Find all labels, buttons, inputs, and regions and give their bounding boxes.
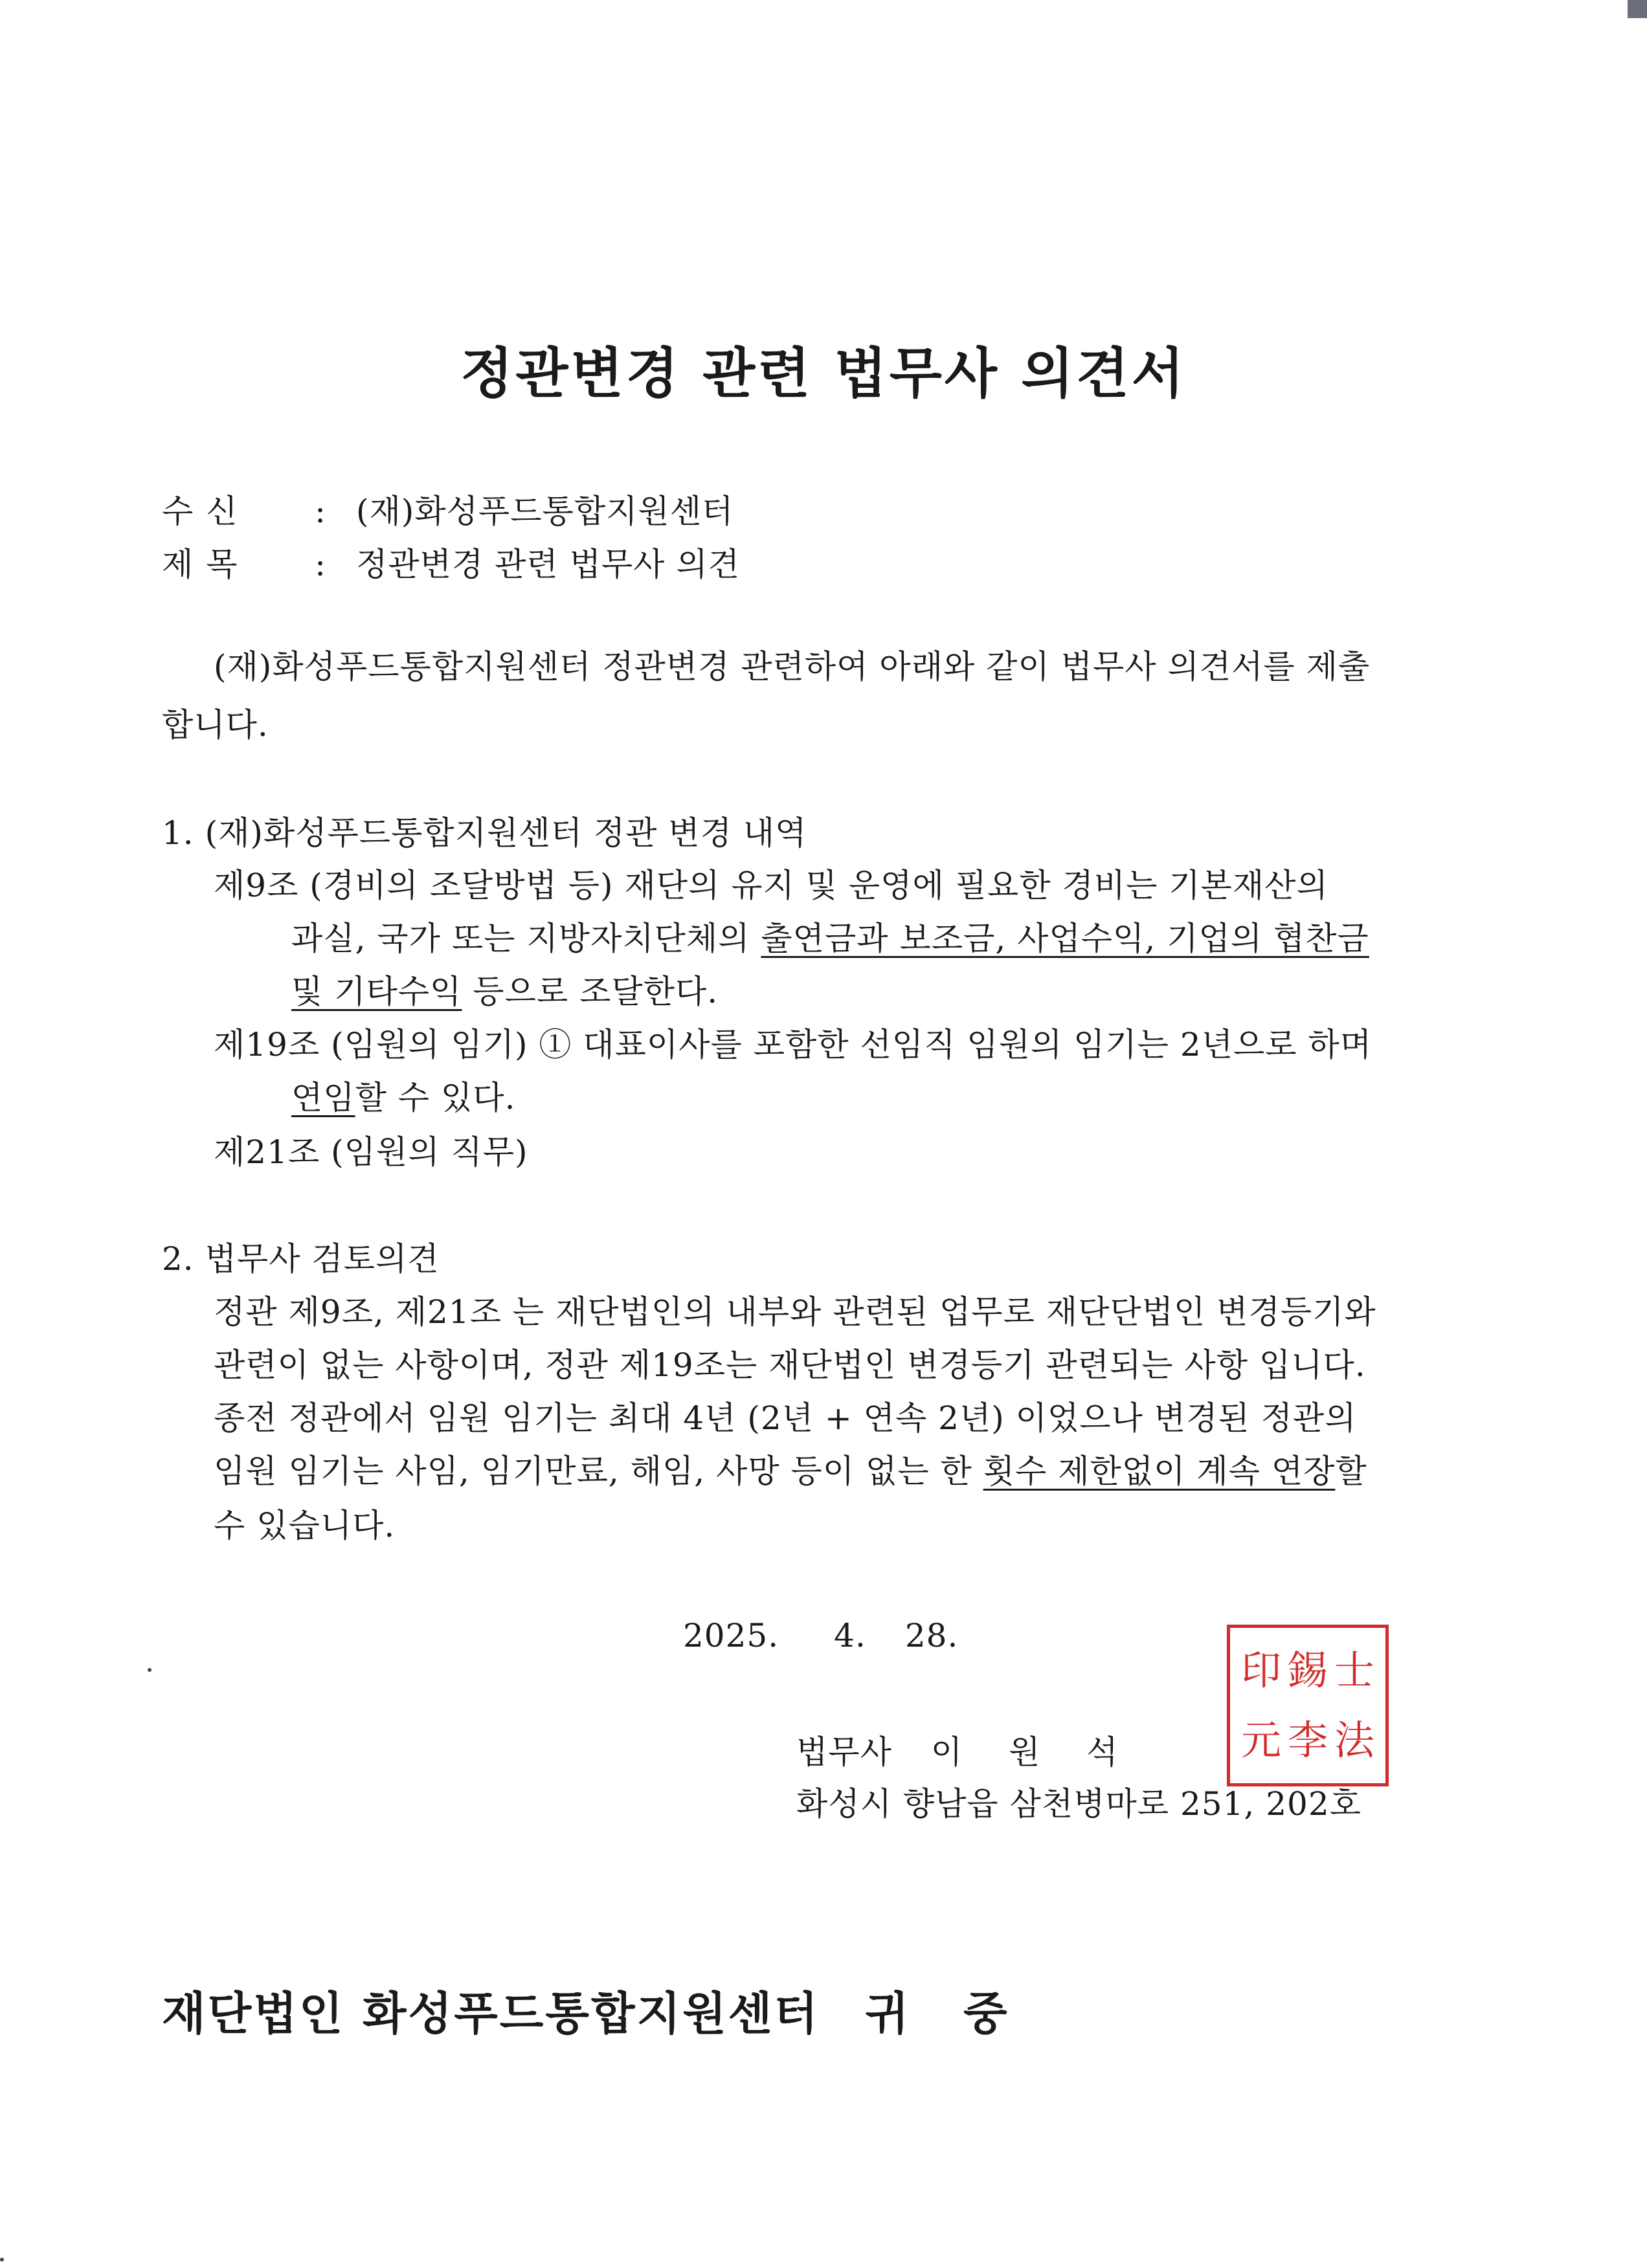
seal-char: 法 <box>1334 1717 1374 1764</box>
signer-address: 화성시 향남읍 삼천병마로 251, 202호 <box>796 1785 1361 1823</box>
scan-edge-mark <box>1628 0 1647 18</box>
subject-row <box>162 548 740 581</box>
opinion-underlined-extension: 횟수 제한없이 계속 연장 <box>983 1452 1336 1490</box>
seal-char: 印 <box>1240 1647 1281 1694</box>
date-month: 4. <box>834 1617 866 1654</box>
document-title: 정관변경 관련 법무사 의견서 <box>460 342 1187 405</box>
to-row <box>162 495 734 528</box>
signer-title: 법무사 <box>796 1733 892 1771</box>
intro-line-2: 합니다. <box>162 706 269 744</box>
article-9-underlined-revenue: 출연금과 보조금, 사업수익, 기업의 협찬금 <box>761 920 1369 957</box>
opinion-line-4 <box>214 1452 1367 1490</box>
seal-char: 錫 <box>1287 1647 1328 1694</box>
date <box>683 1619 958 1652</box>
recipient-honorific: 귀 중 <box>865 1987 1027 2040</box>
article-9-line-3 <box>291 975 718 1008</box>
section-1-heading: 1. (재)화성푸드통합지원센터 정관 변경 내역 <box>162 814 807 852</box>
opinion-line-2: 관련이 없는 사항이며, 정관 제19조는 재단법인 변경등기 관련되는 사항 입니다. <box>214 1346 1366 1384</box>
article-9-line-3-text: 등으로 조달한다. <box>462 973 719 1010</box>
opinion-line-5: 수 있습니다. <box>214 1507 396 1544</box>
subject-value: 정관변경 관련 법무사 의견 <box>356 546 740 583</box>
to-colon: : <box>315 493 326 530</box>
seal-char: 李 <box>1287 1717 1328 1764</box>
recipient-line <box>162 1977 1027 2043</box>
signer-name: 이 원 석 <box>930 1733 1136 1771</box>
article-21: 제21조 (임원의 직무) <box>214 1133 528 1171</box>
article-19-underlined-reappoint: 연임 <box>291 1079 355 1117</box>
recipient-name: 재단법인 화성푸드통합지원센터 <box>162 1987 820 2040</box>
seal-char: 元 <box>1240 1717 1281 1764</box>
subject-label: 제목 <box>162 546 251 583</box>
article-9-line-1: 제9조 (경비의 조달방법 등) 재단의 유지 및 운영에 필요한 경비는 기본재산의 <box>214 867 1328 904</box>
intro-line-1: (재)화성푸드통합지원센터 정관변경 관련하여 아래와 같이 법무사 의견서를 제출 <box>214 648 1371 685</box>
signer-line <box>796 1733 1136 1771</box>
opinion-line-4-end: 할 <box>1335 1452 1367 1490</box>
article-19-line-2-text: 할 수 있다. <box>355 1079 516 1117</box>
date-day: 28. <box>904 1617 959 1654</box>
article-9-line-2-text: 과실, 국가 또는 지방자치단체의 <box>291 920 761 957</box>
opinion-line-3: 종전 정관에서 임원 임기는 최대 4년 (2년 + 연속 2년) 이었으나 변경된 정관의 <box>214 1399 1357 1437</box>
section-2-heading: 2. 법무사 검토의견 <box>162 1240 440 1278</box>
article-19-line-2 <box>291 1079 516 1117</box>
seal-char: 士 <box>1334 1647 1374 1694</box>
scan-speck <box>148 1668 151 1672</box>
to-value: (재)화성푸드통합지원센터 <box>356 493 734 530</box>
article-19-line-1: 제19조 (임원의 임기) ① 대표이사를 포함한 선임직 임원의 임기는 2년으로 하며 <box>214 1026 1372 1063</box>
official-seal-stamp <box>1227 1625 1389 1786</box>
scan-speck <box>0 2258 4 2262</box>
article-9-line-2 <box>291 922 1369 955</box>
to-label: 수신 <box>162 493 251 530</box>
opinion-line-4-text: 임원 임기는 사임, 임기만료, 해임, 사망 등이 없는 한 <box>214 1452 983 1490</box>
date-year: 2025. <box>683 1617 779 1654</box>
opinion-line-1: 정관 제9조, 제21조 는 재단법인의 내부와 관련된 업무로 재단단법인 변경등기와 <box>214 1293 1376 1331</box>
article-9-underlined-other: 및 기타수익 <box>291 973 462 1010</box>
subject-colon: : <box>315 546 326 583</box>
